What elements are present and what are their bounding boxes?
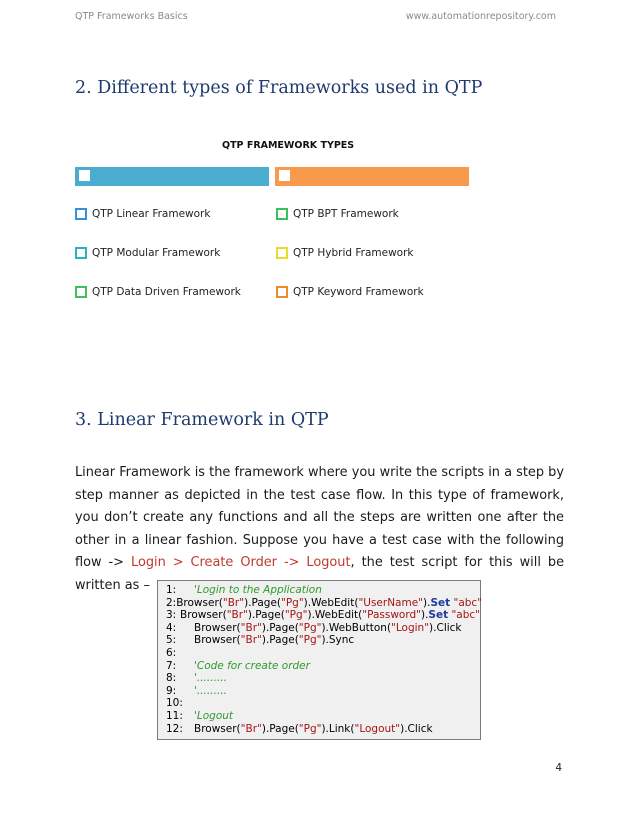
code-text xyxy=(176,597,482,610)
code-line xyxy=(158,710,480,723)
code-token: "UserName" xyxy=(358,596,424,609)
code-listing xyxy=(157,580,481,740)
code-token: "Br" xyxy=(226,609,248,622)
line-number: 3: xyxy=(166,609,177,622)
code-token: ). xyxy=(423,596,431,609)
page-number: 4 xyxy=(555,762,562,774)
code-text xyxy=(194,723,480,736)
section-heading-linear-framework: 3. Linear Framework in QTP xyxy=(75,410,329,430)
code-token: ).Sync xyxy=(321,634,355,647)
line-number: 9: xyxy=(166,684,177,697)
framework-type-item xyxy=(276,244,413,262)
code-token: "Br" xyxy=(222,596,245,609)
code-text xyxy=(180,609,480,622)
code-token: "Login" xyxy=(391,621,430,634)
code-text xyxy=(194,622,480,635)
line-number: 5: xyxy=(166,634,177,647)
code-token: ).WebButton( xyxy=(321,621,392,634)
code-token: "abc" xyxy=(451,609,480,622)
paragraph-intro: Linear Framework is the framework where you write the scripts in a step by step manner as depicted in the test case flow. In this type of framework, you don’t create any functions and all the steps are written one after the other in a linear fashion. Suppose you have a test case with the following flow -> xyxy=(75,465,564,570)
header-doc-title: QTP Frameworks Basics xyxy=(75,11,188,22)
line-number: 7: xyxy=(166,659,177,672)
framework-type-label: QTP Data Driven Framework xyxy=(92,286,241,298)
line-number: 6: xyxy=(166,646,177,659)
line-number: 12: xyxy=(166,722,183,735)
code-token: Browser( xyxy=(194,634,241,647)
code-token: "Password" xyxy=(362,609,421,622)
checkbox-icon xyxy=(75,208,87,220)
code-token: "Br" xyxy=(240,634,262,647)
checkbox-icon xyxy=(276,208,288,220)
code-line xyxy=(158,609,480,622)
line-number: 2: xyxy=(166,596,177,609)
code-token: "Pg" xyxy=(284,609,308,622)
code-token: "Pg" xyxy=(281,596,304,609)
section-heading-framework-types: 2. Different types of Frameworks used in QTP xyxy=(75,78,483,98)
diagram-title: QTP FRAMEWORK TYPES xyxy=(222,140,355,151)
code-token: ).WebEdit( xyxy=(303,596,359,609)
checkbox-icon xyxy=(276,286,288,298)
code-token: "Br" xyxy=(240,722,262,735)
paragraph-outro: , the test script for this will be written as – xyxy=(75,555,565,593)
linear-framework-paragraph xyxy=(75,462,564,597)
code-token: Set xyxy=(430,596,451,609)
code-token: ).Page( xyxy=(261,634,299,647)
code-line xyxy=(158,622,480,635)
code-token: 'Logout xyxy=(194,709,234,722)
code-text xyxy=(194,584,480,597)
framework-type-label: QTP Keyword Framework xyxy=(293,286,424,298)
code-token: '......... xyxy=(194,684,227,697)
checkbox-icon xyxy=(75,247,87,259)
code-line xyxy=(158,596,483,610)
code-text xyxy=(194,697,480,710)
code-token: "Pg" xyxy=(298,722,322,735)
code-token: ).Link( xyxy=(321,722,355,735)
code-token: ).Click xyxy=(429,621,462,634)
code-line xyxy=(158,723,480,736)
code-token: ).Page( xyxy=(261,722,299,735)
bar-checkbox-icon xyxy=(79,170,90,181)
line-number: 8: xyxy=(166,672,177,685)
code-token: ).WebEdit( xyxy=(307,609,363,622)
code-token: Browser( xyxy=(194,621,241,634)
line-number: 4: xyxy=(166,621,177,634)
bar-checkbox-icon xyxy=(279,170,290,181)
paragraph-flow-highlight: Login > Create Order -> Logout xyxy=(130,555,351,570)
framework-type-label: QTP Modular Framework xyxy=(92,247,221,259)
line-number: 11: xyxy=(166,709,183,722)
code-line xyxy=(158,584,480,597)
category-bar-right xyxy=(275,167,469,186)
code-line xyxy=(158,634,480,647)
framework-type-item xyxy=(276,205,399,223)
header-website: www.automationrepository.com xyxy=(405,11,556,22)
line-number: 1: xyxy=(166,584,177,596)
framework-type-item xyxy=(75,205,210,223)
code-token: ). xyxy=(420,609,429,622)
code-line xyxy=(158,697,480,710)
framework-type-label: QTP Hybrid Framework xyxy=(293,247,414,259)
code-line xyxy=(158,647,480,660)
code-text xyxy=(194,672,480,685)
code-token: "Pg" xyxy=(298,621,322,634)
code-token: ).Page( xyxy=(244,596,282,609)
framework-type-label: QTP BPT Framework xyxy=(293,208,399,220)
code-token: 'Login to the Application xyxy=(194,584,322,596)
framework-type-item xyxy=(75,244,220,262)
code-text xyxy=(194,660,480,673)
framework-type-item xyxy=(276,283,424,301)
code-token: '......... xyxy=(194,672,227,685)
category-bar-left xyxy=(75,167,269,186)
code-token: "Pg" xyxy=(298,634,322,647)
code-token: ).Page( xyxy=(261,621,299,634)
code-token: "Logout" xyxy=(354,722,401,735)
code-token: "Br" xyxy=(240,621,262,634)
code-line xyxy=(158,685,480,698)
code-text xyxy=(194,685,480,698)
checkbox-icon xyxy=(276,247,288,259)
framework-type-label: QTP Linear Framework xyxy=(92,208,211,220)
line-number: 10: xyxy=(166,697,183,710)
code-text xyxy=(194,647,480,660)
code-line xyxy=(158,672,480,685)
code-token: ).Click xyxy=(400,722,433,735)
code-text xyxy=(194,710,480,723)
code-token: Set xyxy=(428,609,449,622)
code-line xyxy=(158,660,480,673)
code-token: 'Code for create order xyxy=(194,659,310,672)
code-token: ).Page( xyxy=(247,609,285,622)
framework-type-item xyxy=(75,283,241,301)
code-token: Browser( xyxy=(180,609,227,622)
code-token: Browser( xyxy=(194,722,241,735)
code-token: Browser( xyxy=(176,596,223,609)
checkbox-icon xyxy=(75,286,87,298)
code-token: "abc" xyxy=(453,596,483,609)
code-text xyxy=(194,634,480,647)
